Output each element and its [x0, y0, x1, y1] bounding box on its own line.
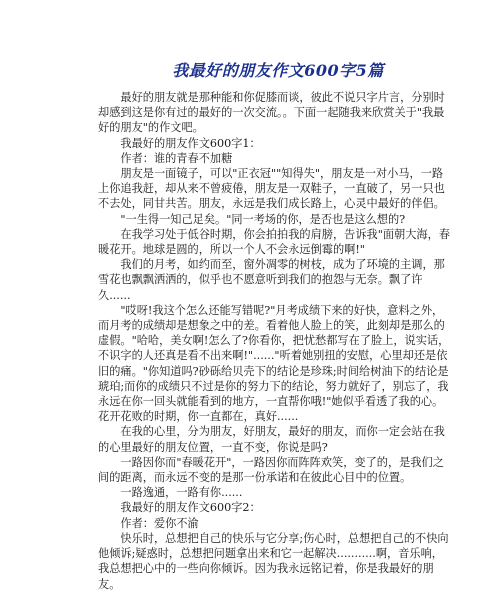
- body-paragraph: 一路逸通，一路有你......: [120, 486, 243, 500]
- essay-heading: 我最好的朋友作文600字2：: [120, 501, 261, 515]
- body-paragraph: 快乐时，总想把自己的快乐与它分享;伤心时，总想把自己的不快向他倾诉;疑惑时，总想把问题拿出来和它一起解决...........啊，音乐响，我总想把心中的一些向你倾诉。因为我永远铭记着，你是我最好的朋友。: [98, 531, 449, 591]
- essay-author: 作者：谁的青春不加糖: [120, 151, 233, 165]
- body-paragraph: "一生得一知己足矣。"同一考场的你，是否也是这么想的?: [120, 212, 406, 226]
- essay-author: 作者：爱你不渝: [120, 516, 199, 530]
- body-paragraph: 一路因你而"春暖花开"，一路因你而阵阵欢笑，变了的，是我们之间的距离，而永远不变的是那一份承诺和在彼此心目中的位置。: [98, 455, 444, 485]
- body-paragraph: 朋友是一面镜子，可以"正衣冠""知得失"，朋友是一对小马，一路上你追我赶，却从来不曾疲倦，朋友是一双鞋子，一直破了，另一只也不去处，同甘共苦。朋友，永远是我们成长路上，心灵中最好的伴侣。: [98, 167, 445, 211]
- body-paragraph: 在我的心里，分为朋友，好朋友，最好的朋友，而你一定会站在我的心里最好的朋友位置，一直不变，你说是吗?: [98, 425, 445, 454]
- body-paragraph: 在我学习处于低谷时期，你会拍拍我的肩膀，告诉我"面朝大海，春暖花开。地球是圆的，所以一个人不会永远倒霉的啊!": [98, 227, 450, 257]
- body-paragraph: "哎呀!我这个怎么还能写错呢?"月考成绩下来的好快，意料之外，而月考的成绩却是想象之中的差。看着他人脸上的笑，此刻却是那么的虚假。"哈哈，美女啊!怎么了?你看你，把忧愁都写在了脸上，说实话，不识字的人还真是看不出来啊!"......"听着她别扭的安慰，心里却还是依旧的痛。"你知道吗?砂砾给贝壳下的结论是珍珠;时间给树油下的结论是琥珀;而你的成绩只不过是你的努力下的结论，努力就好了，别忘了，我永远在你一回头就能看到的地方，一直帮你哦!"她似乎看透了我的心。花开花败的时期，你一直都在，真好......: [98, 303, 450, 424]
- essay-heading: 我最好的朋友作文600字1：: [120, 136, 261, 150]
- body-paragraph: 我们的月考，如约而至，窗外凋零的树枝，成为了环境的主调，那雪花也飘飘洒洒的，似乎也不愿意听到我们的抱怨与无奈。飘了许久......: [98, 258, 445, 302]
- intro-paragraph: 最好的朋友就是那种能和你促膝而谈，彼此不说只字片言，分别时却感到这是你有过的最好的一次交流。。下面一起随我来欣赏关于"我最好的朋友"的作文吧。: [98, 91, 445, 135]
- document-body: [98, 90, 450, 592]
- document-title: 我最好的朋友作文600字5篇: [172, 61, 384, 80]
